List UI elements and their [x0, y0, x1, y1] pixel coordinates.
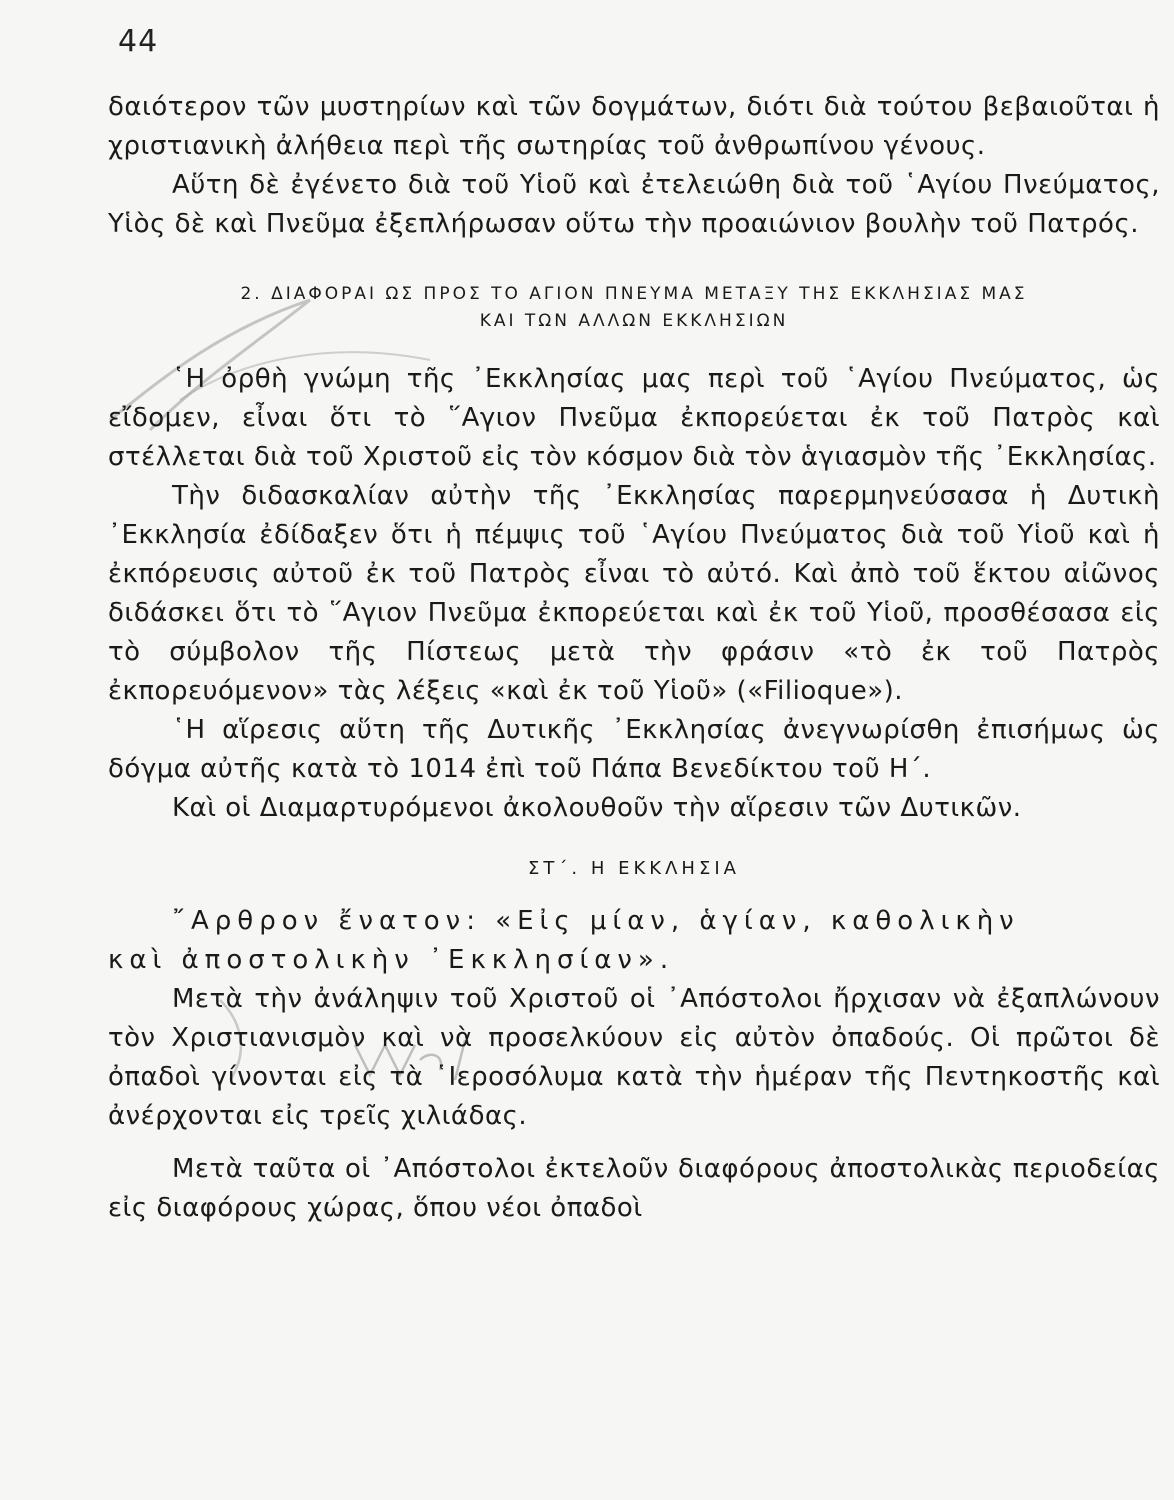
- article-quote-line: ῎Αρθρον ἔνατον: «Εἰς μίαν, ἁγίαν, καθολικὴν: [172, 906, 1020, 936]
- paragraph: ῾Η αἵρεσις αὕτη τῆς Δυτικῆς ᾿Εκκλησίας ἀνεγνωρίσθη ἐπισήμως ὡς δόγμα αὐτῆς κατὰ τὸ 1014 ἐπὶ τοῦ Πάπα Βενεδίκτου τοῦ Η΄.: [108, 715, 1160, 784]
- page-number: 44: [118, 24, 159, 59]
- section-heading: [108, 281, 1160, 335]
- section-heading-line: 2. ΔΙΑΦΟΡΑΙ ΩΣ ΠΡΟΣ ΤΟ ΑΓΙΟΝ ΠΝΕΥΜΑ ΜΕΤΑΞΥ ΤΗΣ ΕΚΚΛΗΣΙΑΣ ΜΑΣ: [240, 284, 1028, 304]
- paragraph: Μετὰ τὴν ἀνάληψιν τοῦ Χριστοῦ οἱ ᾿Απόστολοι ἤρχισαν νὰ ἐξαπλώνουν τὸν Χριστιανισμὸν καὶ νὰ προσελκύουν εἰς αὐτὸν ὀπαδούς. Οἱ πρῶτοι δὲ ὀπαδοὶ γίνονται εἰς τὰ ῾Ιεροσόλυμα κατὰ τὴν ἡμέραν τῆς Πεντηκοστῆς καὶ ἀνέρχονται εἰς τρεῖς χιλιάδας.: [108, 984, 1160, 1131]
- paragraph-continued: δαιότερον τῶν μυστηρίων καὶ τῶν δογμάτων, διότι διὰ τούτου βεβαιοῦται ἡ χριστιανικὴ ἀλήθεια περὶ τῆς σωτηρίας τοῦ ἀνθρωπίνου γένους.: [108, 92, 1160, 161]
- paragraph: Τὴν διδασκαλίαν αὐτὴν τῆς ᾿Εκκλησίας παρερμηνεύσασα ἡ Δυτικὴ ᾿Εκκλησία ἐδίδαξεν ὅτι ἡ πέμψις τοῦ ῾Αγίου Πνεύματος διὰ τοῦ Υἱοῦ καὶ ἡ ἐκπόρευσις αὐτοῦ ἐκ τοῦ Πατρὸς εἶναι τὸ αὐτό. Καὶ ἀπὸ τοῦ ἕκτου αἰῶνος διδάσκει ὅτι τὸ ῞Αγιον Πνεῦμα ἐκπορεύεται καὶ ἐκ τοῦ Υἱοῦ, προσθέσασα εἰς τὸ σύμβολον τῆς Πίστεως μετὰ τὴν φράσιν «τὸ ἐκ τοῦ Πατρὸς ἐκπορευόμενον» τὰς λέξεις «καὶ ἐκ τοῦ Υἱοῦ» («Filioque»).: [108, 481, 1160, 706]
- article-quote-line: καὶ ἀποστολικὴν ᾿Εκκλησίαν».: [108, 945, 675, 975]
- page-body: [108, 88, 1160, 1228]
- chapter-heading: ΣΤ΄. Η ΕΚΚΛΗΣΙΑ: [528, 858, 740, 879]
- paragraph: ῾Η ὀρθὴ γνώμη τῆς ᾿Εκκλησίας μας περὶ τοῦ ῾Αγίου Πνεύματος, ὡς εἴδομεν, εἶναι ὅτι τὸ ῞Αγιον Πνεῦμα ἐκπορεύεται ἐκ τοῦ Πατρὸς καὶ στέλλεται διὰ τοῦ Χριστοῦ εἰς τὸν κόσμον διὰ τὸν ἁγιασμὸν τῆς ᾿Εκκλησίας.: [108, 364, 1160, 472]
- paragraph: Μετὰ ταῦτα οἱ ᾿Απόστολοι ἐκτελοῦν διαφόρους ἀποστολικὰς περιοδείας εἰς διαφόρους χώρας, ὅπου νέοι ὀπαδοὶ: [108, 1154, 1160, 1223]
- paragraph: Καὶ οἱ Διαμαρτυρόμενοι ἀκολουθοῦν τὴν αἵρεσιν τῶν Δυτικῶν.: [172, 793, 1022, 823]
- section-heading-line: ΚΑΙ ΤΩΝ ΑΛΛΩΝ ΕΚΚΛΗΣΙΩΝ: [479, 311, 789, 331]
- paragraph: Αὕτη δὲ ἐγένετο διὰ τοῦ Υἱοῦ καὶ ἐτελειώθη διὰ τοῦ ῾Αγίου Πνεύματος, Υἱὸς δὲ καὶ Πνεῦμα ἐξεπλήρωσαν οὕτω τὴν προαιώνιον βουλὴν τοῦ Πατρός.: [108, 170, 1160, 239]
